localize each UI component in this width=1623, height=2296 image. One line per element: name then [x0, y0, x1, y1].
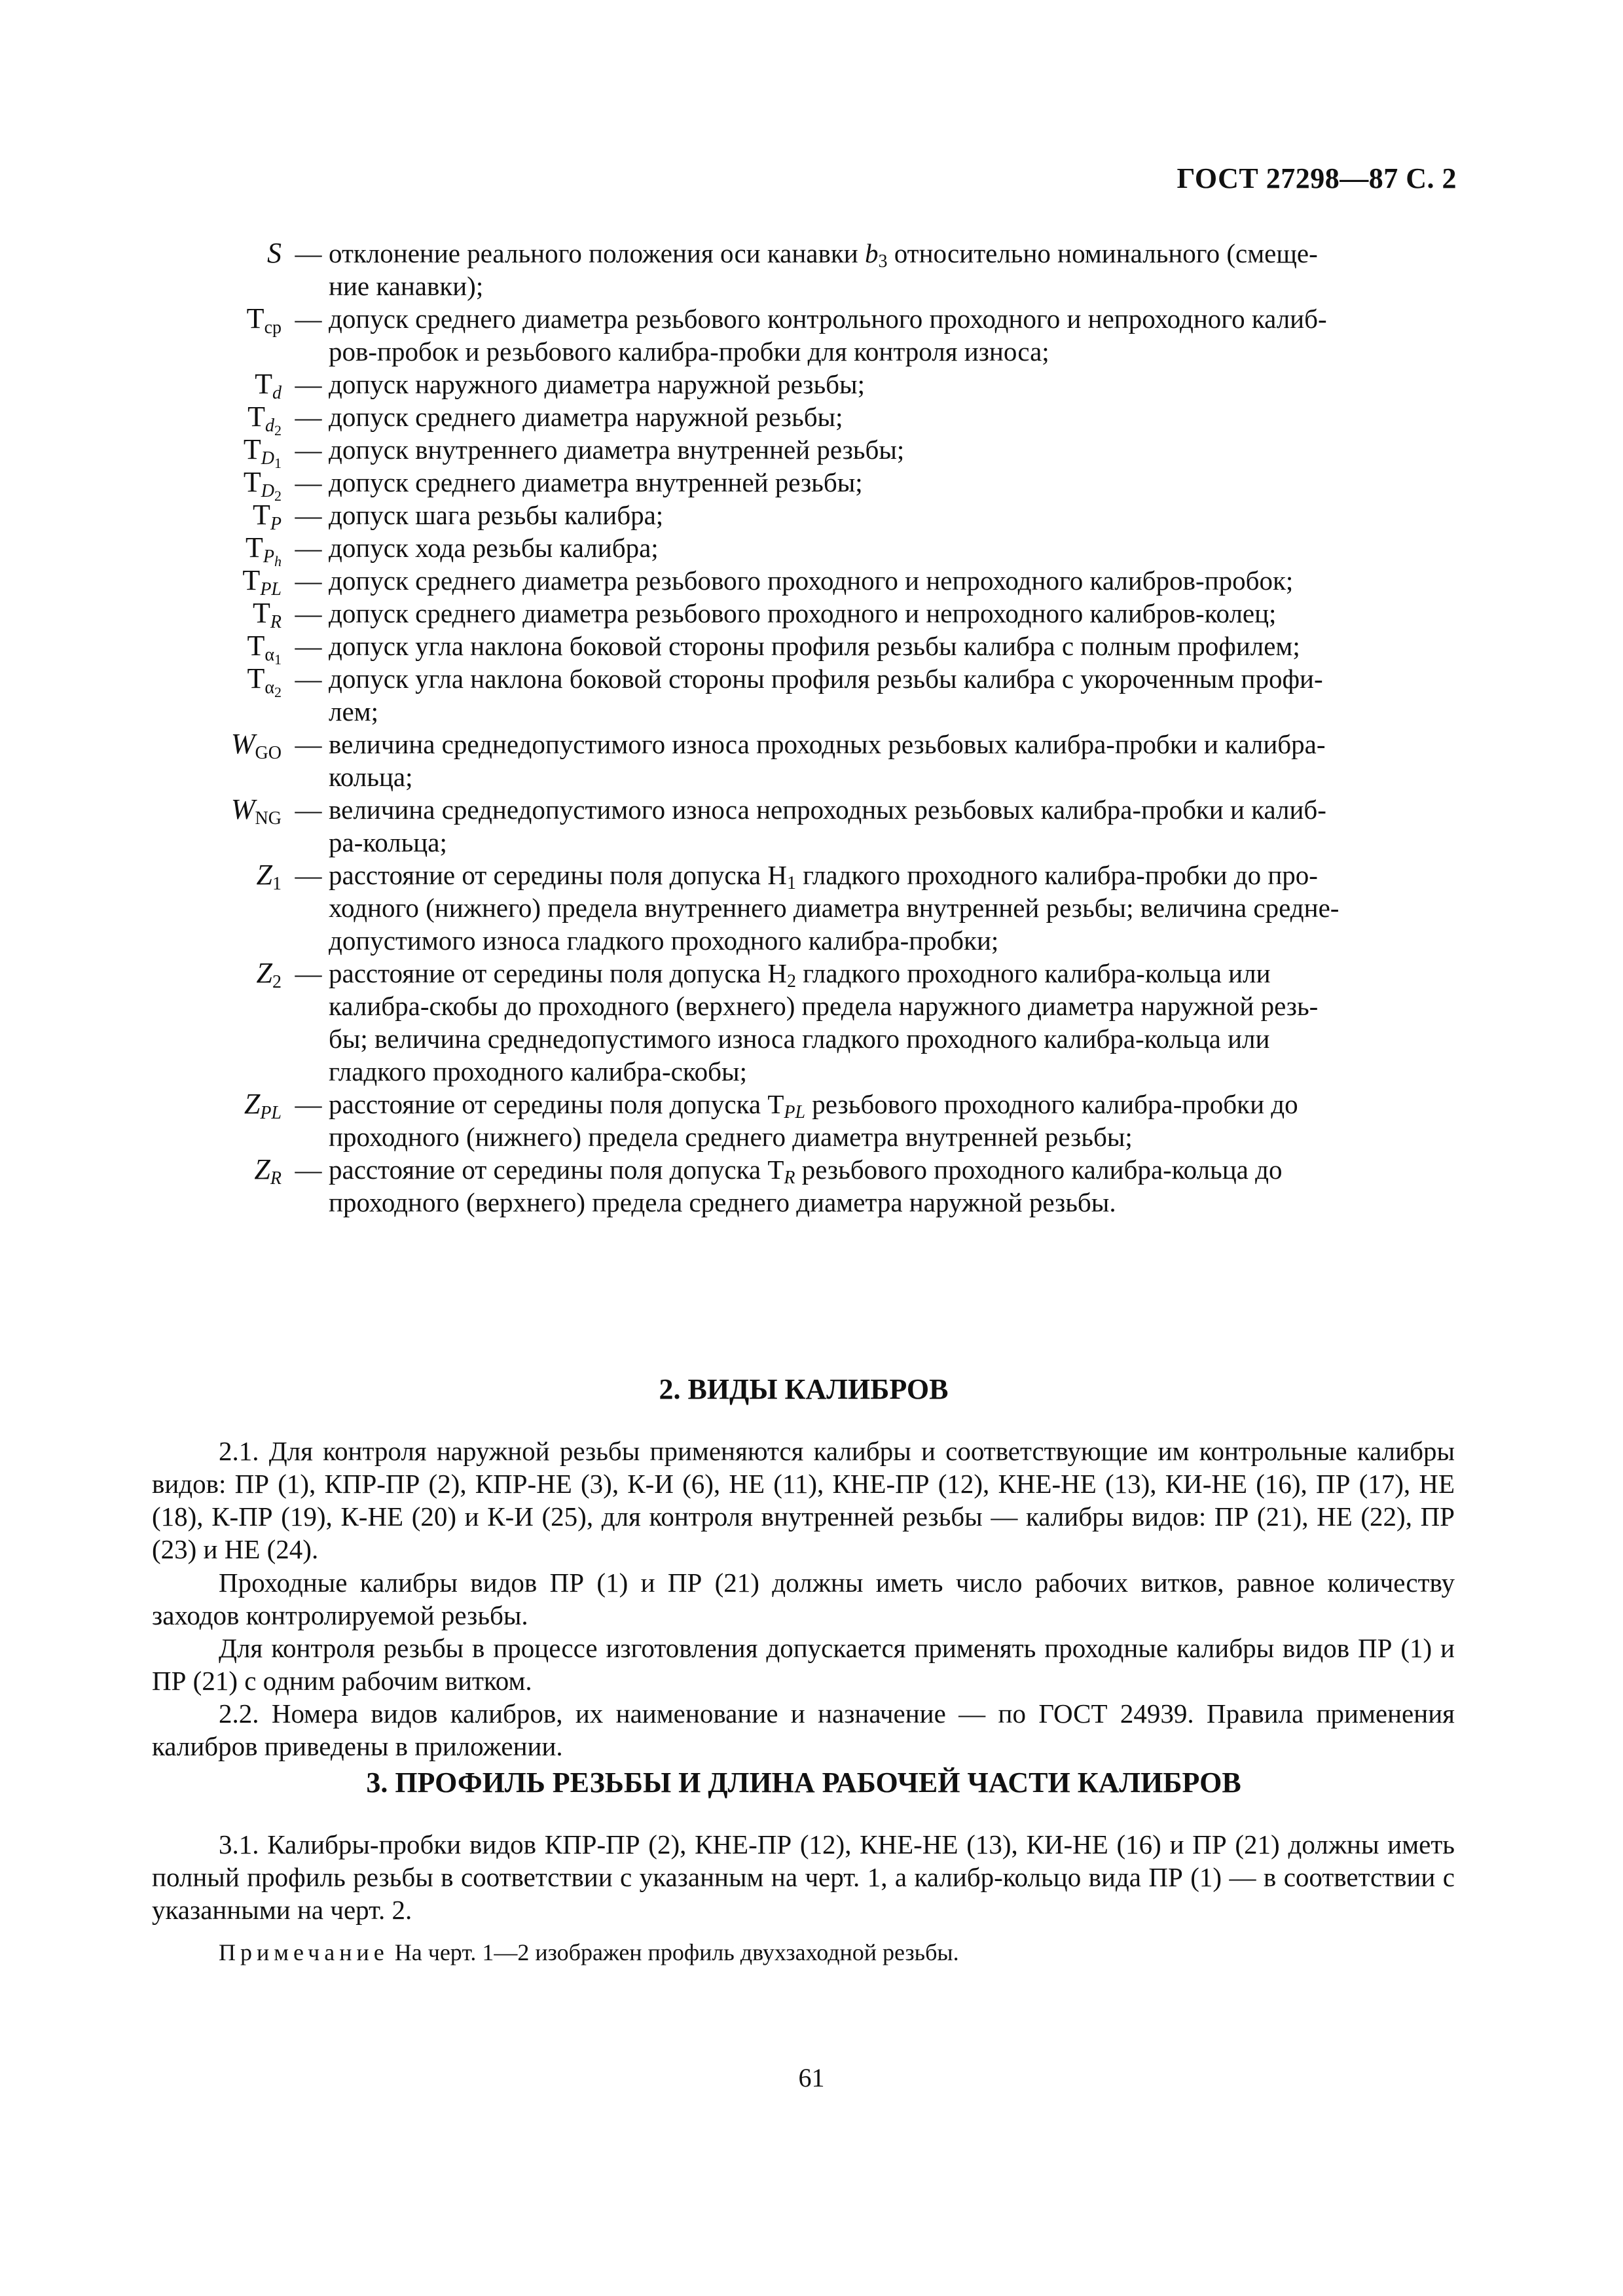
symbol-t-d2: $T_{d_2}$	[247, 401, 282, 439]
symbol-z-pl: $Z_{PL}$	[244, 1088, 282, 1123]
definition-text: допуск среднего диаметра резьбового проходного и непроходного калибров-колец;	[329, 598, 1277, 628]
definition-text: величина среднедопустимого износа проходных резьбовых калибра-пробки и калибра- кольца;	[329, 729, 1326, 792]
definition-item: $Z_R$ — расстояние от середины поля допуска $T_R$ резьбового проходного калибра-кольца до проходного (верхнего) предела среднего диаметра наружной резьбы.	[196, 1153, 1457, 1219]
definition-item: $T_{P_h}$ — допуск хода резьбы калибра;	[196, 531, 1457, 564]
symbol-t-p: $T_P$	[253, 499, 282, 534]
paragraph-2-1: 2.1. Для контроля наружной резьбы применяются калибры и соответствующие им контрольные калибры видов: ПР (1), КПР-ПР (2), КПР-НЕ (3), К-И (6), НЕ (11), КНЕ-ПР (12), КНЕ-НЕ (13), КИ-НЕ (16), ПР (17), НЕ (18), К-ПР (19), К-НЕ (20) и К-И (25), для контроля внутренней резьбы — калибры видов: ПР (21), НЕ (22), ПР (23) и НЕ (24).	[152, 1436, 1455, 1564]
definition-text: допуск среднего диаметра наружной резьбы;	[329, 402, 843, 432]
symbol-t-pl: $T_{PL}$	[242, 564, 282, 600]
definition-item: $T_{D_1}$ — допуск внутреннего диаметра внутренней резьбы;	[196, 433, 1457, 466]
definition-text: расстояние от середины поля допуска $T_R$ резьбового проходного калибра-кольца до проходного (верхнего) предела среднего диаметра наружной резьбы.	[329, 1155, 1283, 1217]
symbol-t-D2: $T_{D_2}$	[243, 466, 282, 504]
symbol-z2: $Z_2$	[256, 957, 282, 992]
symbol-w-ng: $W_{NG}$	[230, 793, 282, 829]
symbol-t-alpha2: $T_{\alpha_2}$	[247, 662, 282, 700]
symbol-s: S	[267, 237, 282, 269]
section-2-title: 2. ВИДЫ КАЛИБРОВ	[659, 1373, 949, 1405]
definition-item: $T_{\alpha_1}$ — допуск угла наклона боковой стороны профиля резьбы калибра с полным профилем;	[196, 630, 1457, 662]
definition-text: допуск внутреннего диаметра внутренней резьбы;	[329, 435, 905, 465]
page-header: ГОСТ 27298—87 С. 2	[1176, 162, 1457, 194]
definition-text: расстояние от середины поля допуска $T_{PL}$ резьбового проходного калибра-пробки до проходного (нижнего) предела среднего диаметра внутренней резьбы;	[329, 1089, 1298, 1152]
definition-item: $T_{D_2}$ — допуск среднего диаметра внутренней резьбы;	[196, 466, 1457, 499]
symbol-t-d: $T_d$	[255, 368, 282, 403]
definition-text: допуск хода резьбы калибра;	[329, 533, 659, 563]
paragraph-2-1-passing: Проходные калибры видов ПР (1) и ПР (21) должны иметь число рабочих витков, равное количеству заходов контролируемой резьбы.	[152, 1568, 1455, 1630]
definition-text: допуск шага резьбы калибра;	[329, 500, 664, 530]
definition-item: $T_d$ — допуск наружного диаметра наружной резьбы;	[196, 368, 1457, 401]
definition-item: $Z_2$ — расстояние от середины поля допуска $H_2$ гладкого проходного калибра-кольца или калибра-скобы до проходного (верхнего) предела наружного диаметра наружной резь- бы; величина среднедопустимого износа гладкого проходного калибра-кольца или гладкого проходного калибра-скобы;	[196, 957, 1457, 1088]
definition-text: допуск среднего диаметра резьбового контрольного проходного и непроходного калиб- ров-пробок и резьбового калибра-пробки для контроля износа;	[329, 304, 1327, 367]
definition-text: допуск среднего диаметра резьбового проходного и непроходного калибров-пробок;	[329, 565, 1294, 596]
definition-text: допуск наружного диаметра наружной резьбы;	[329, 369, 865, 399]
definition-text: допуск среднего диаметра внутренней резьбы;	[329, 467, 863, 497]
symbol-t-r: $T_R$	[253, 597, 282, 632]
note-label: Примечание	[219, 1939, 389, 1965]
definition-item: $T_{\alpha_2}$ — допуск угла наклона боковой стороны профиля резьбы калибра с укороченным профи- лем;	[196, 662, 1457, 728]
note	[219, 1936, 959, 1969]
symbol-z1: $Z_1$	[256, 859, 282, 894]
paragraph-3-1: 3.1. Калибры-пробки видов КПР-ПР (2), КНЕ-ПР (12), КНЕ-НЕ (13), КИ-НЕ (16) и ПР (21) должны иметь полный профиль резьбы в соответствии с указанным на черт. 1, а калибр-кольцо вида ПР (1) — в соответствии с указанными на черт. 2.	[152, 1829, 1455, 1925]
definition-item: $T_{ср}$ — допуск среднего диаметра резьбового контрольного проходного и непроходного калиб- ров-пробок и резьбового калибра-пробки для контроля износа;	[196, 302, 1457, 368]
section-3-title: 3. ПРОФИЛЬ РЕЗЬБЫ И ДЛИНА РАБОЧЕЙ ЧАСТИ КАЛИБРОВ	[366, 1767, 1241, 1799]
definition-item: $T_{d_2}$ — допуск среднего диаметра наружной резьбы;	[196, 401, 1457, 433]
definition-text: расстояние от середины поля допуска $H_1$ гладкого проходного калибра-пробки до про- ходного (нижнего) предела внутреннего диаметра внутренней резьбы; величина средне- допустимого износа гладкого проходного калибра-пробки;	[329, 860, 1340, 956]
symbol-t-alpha1: $T_{\alpha_1}$	[247, 630, 282, 668]
definition-item: $Z_1$ — расстояние от середины поля допуска $H_1$ гладкого проходного калибра-пробки до про- ходного (нижнего) предела внутреннего диаметра внутренней резьбы; величина средне- допустимого износа гладкого проходного калибра-пробки;	[196, 859, 1457, 957]
symbol-t-D1: $T_{D_1}$	[243, 433, 282, 471]
page-number: 61	[798, 2063, 825, 2092]
definition-text: допуск угла наклона боковой стороны профиля резьбы калибра с укороченным профи- лем;	[329, 664, 1323, 726]
symbol-t-cp: $T_{ср}$	[246, 302, 282, 338]
definition-item: S — отклонение реального положения оси канавки $b_3$ относительно номинального (смеще- ние канавки);	[196, 237, 1457, 302]
definition-item: $T_P$ — допуск шага резьбы калибра;	[196, 499, 1457, 531]
definition-item: $T_{PL}$ — допуск среднего диаметра резьбового проходного и непроходного калибров-пробок;	[196, 564, 1457, 597]
symbol-z-r: $Z_R$	[254, 1153, 282, 1189]
definition-text: величина среднедопустимого износа непроходных резьбовых калибра-пробки и калиб- ра-кольца;	[329, 795, 1326, 857]
definition-item: $W_{NG}$ — величина среднедопустимого износа непроходных резьбовых калибра-пробки и калиб- ра-кольца;	[196, 793, 1457, 859]
paragraph-2-2: 2.2. Номера видов калибров, их наименование и назначение — по ГОСТ 24939. Правила применения калибров приведены в приложении.	[152, 1698, 1455, 1761]
definition-text: отклонение реального положения оси канавки $b_3$ относительно номинального (смеще- ние канавки);	[329, 238, 1318, 301]
note-text: На черт. 1—2 изображен профиль двухзаходной резьбы.	[394, 1939, 959, 1965]
paragraph-2-1-process: Для контроля резьбы в процессе изготовления допускается применять проходные калибры видов ПР (1) и ПР (21) с одним рабочим витком.	[152, 1633, 1455, 1696]
definitions-list	[196, 237, 1457, 1219]
definition-item: $W_{GO}$ — величина среднедопустимого износа проходных резьбовых калибра-пробки и калибра- кольца;	[196, 728, 1457, 793]
symbol-t-ph: $T_{P_h}$	[246, 531, 282, 569]
symbol-w-go: $W_{GO}$	[230, 728, 282, 763]
definition-item: $T_R$ — допуск среднего диаметра резьбового проходного и непроходного калибров-колец;	[196, 597, 1457, 630]
definition-text: расстояние от середины поля допуска $H_2$ гладкого проходного калибра-кольца или калибра-скобы до проходного (верхнего) предела наружного диаметра наружной резь- бы; величина среднедопустимого износа гладкого проходного калибра-кольца или гладкого проходного калибра-скобы;	[329, 958, 1319, 1086]
definition-item: $Z_{PL}$ — расстояние от середины поля допуска $T_{PL}$ резьбового проходного калибра-пробки до проходного (нижнего) предела среднего диаметра внутренней резьбы;	[196, 1088, 1457, 1153]
definition-text: допуск угла наклона боковой стороны профиля резьбы калибра с полным профилем;	[329, 631, 1300, 661]
